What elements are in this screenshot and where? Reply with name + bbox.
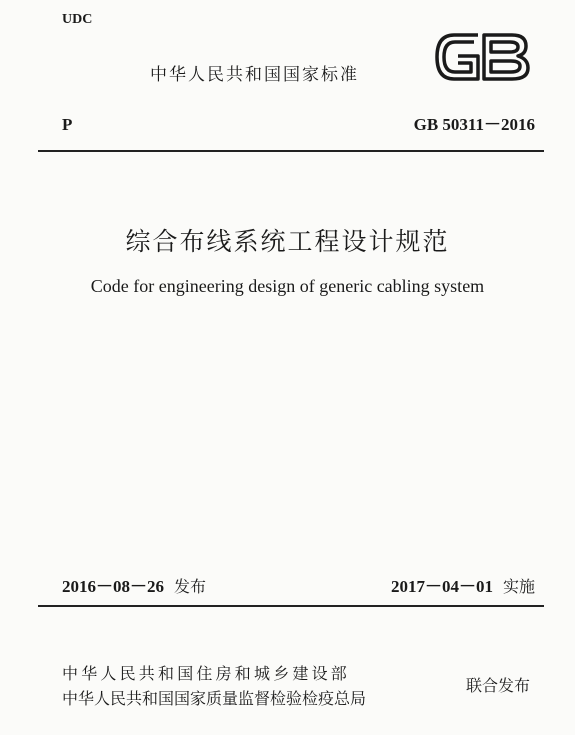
joint-publish-label: 联合发布 (465, 676, 530, 695)
footer-divider (38, 605, 544, 607)
issue-label: 发布 (174, 577, 207, 596)
udc-label: UDC (62, 12, 93, 27)
publisher-org-2: 中华人民共和国国家质量监督检验检疫总局 (62, 689, 367, 708)
title-chinese: 综合布线系统工程设计规范 (125, 227, 450, 256)
issue-date (62, 572, 206, 597)
issue-date-value: 2016－08－26 (62, 577, 164, 596)
effective-label: 实施 (502, 577, 535, 596)
effective-date (391, 572, 535, 597)
national-standard-label: 中华人民共和国国家标准 (150, 65, 359, 85)
publisher-org-1: 中华人民共和国住房和城乡建设部 (62, 664, 351, 683)
effective-date-value: 2017－04－01 (390, 577, 493, 596)
gb-logo (432, 28, 532, 86)
standard-code: GB 50311－2016 (413, 115, 535, 134)
category-code: P (62, 115, 73, 134)
title-english: Code for engineering design of generic cabling system (90, 276, 485, 296)
header-divider (38, 150, 544, 152)
